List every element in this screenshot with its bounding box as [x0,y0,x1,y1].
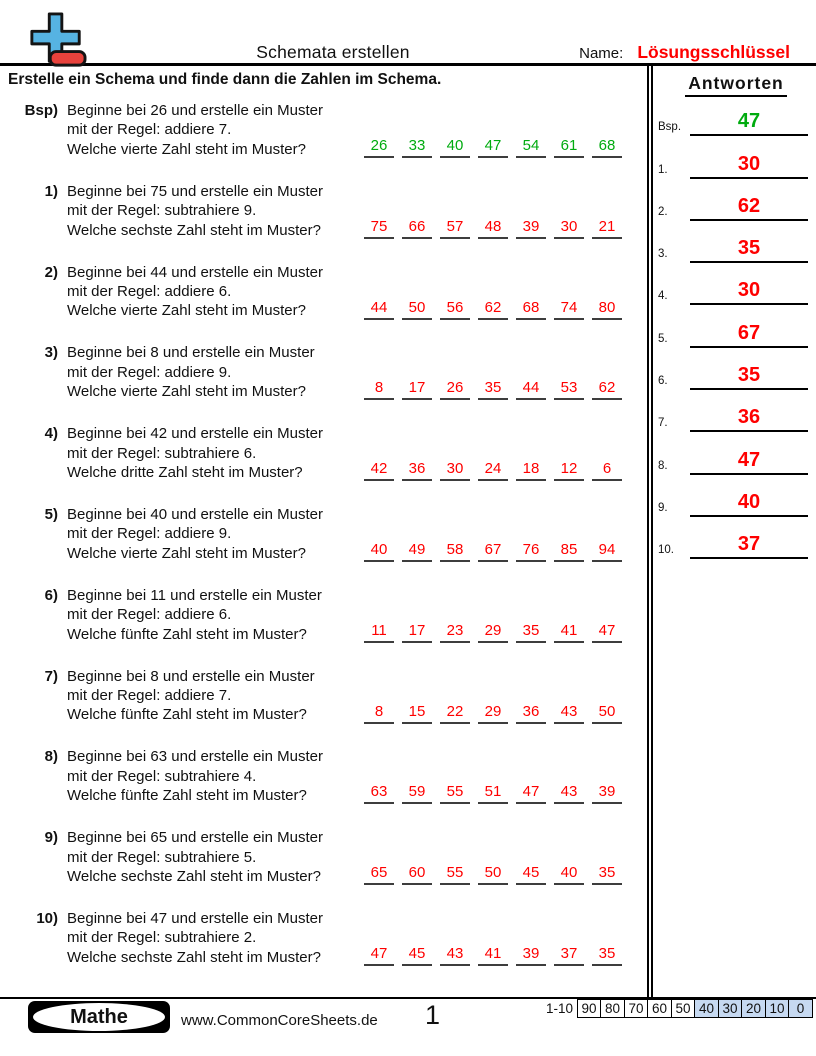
answer-label: 9. [658,501,668,514]
problem-line: Beginne bei 42 und erstelle ein Muster [67,425,323,443]
problem-label: Bsp) [24,102,58,119]
answers-title: Antworten [685,73,787,97]
sequence-number: 43 [554,783,584,804]
answer-value: 47 [690,110,808,136]
sequence-number: 80 [592,299,622,320]
sequence-number: 17 [402,379,432,400]
sequence-number: 41 [554,622,584,643]
answer-value: 62 [690,195,808,221]
problem-row [0,747,648,828]
problem-row [0,909,648,990]
sequence-number: 47 [516,783,546,804]
sequence-number: 39 [592,783,622,804]
sequence-number: 26 [440,379,470,400]
sequence-number: 35 [516,622,546,643]
problem-text [67,343,315,401]
problem-row [0,343,648,424]
subject-label: Mathe [70,1005,128,1028]
sequence [360,945,626,966]
answer-entry [656,394,816,436]
problem-text [67,263,323,321]
problem-label: 4) [44,425,58,443]
sequence-number: 94 [592,541,622,562]
answer-label: 8. [658,459,668,472]
problem-line: Welche sechste Zahl steht im Muster? [67,948,321,966]
answer-entry [656,352,816,394]
answer-entry [656,98,816,140]
score-cell: 50 [671,999,696,1018]
sequence-number: 76 [516,541,546,562]
answer-label: 7. [658,417,668,430]
problem-line: Welche fünfte Zahl steht im Muster? [67,787,307,805]
problem-label: 2) [44,263,58,281]
sequence-number: 59 [402,783,432,804]
problem-row [0,828,648,909]
sequence [360,218,626,239]
sequence-number: 12 [554,460,584,481]
problem-row [0,586,648,667]
problem-line: mit der Regel: subtrahiere 6. [67,444,257,462]
sequence-number: 22 [440,703,470,724]
sequence-number: 50 [592,703,622,724]
sequence-number: 33 [402,137,432,158]
sequence-number: 18 [516,460,546,481]
sequence-number: 17 [402,622,432,643]
sequence [360,541,626,562]
sequence-number: 60 [402,864,432,885]
score-cell: 60 [647,999,672,1018]
problems-list [0,101,648,990]
footer [0,997,816,1056]
problem-line: Welche dritte Zahl steht im Muster? [67,464,303,481]
sequence-number: 62 [478,299,508,320]
problem-text [67,828,323,886]
score-cell: 0 [788,999,813,1018]
sequence-number: 68 [592,137,622,158]
sequence-number: 40 [554,864,584,885]
score-range-label: 1-10 [545,1001,573,1016]
problem-line: mit der Regel: subtrahiere 4. [67,767,257,785]
answer-value: 35 [690,237,808,263]
problem-line: Beginne bei 63 und erstelle ein Muster [67,748,323,766]
answer-label: 2. [658,205,668,218]
header [0,0,816,66]
score-cell: 80 [600,999,625,1018]
problem-text [67,182,323,240]
answer-value: 36 [690,406,808,432]
sequence-number: 36 [516,703,546,724]
sequence-number: 35 [592,864,622,885]
answers-panel [656,66,816,563]
sequence-number: 29 [478,703,508,724]
page-number: 1 [425,1000,441,1030]
problem-text [67,424,323,482]
answer-entry [656,183,816,225]
problem-line: mit der Regel: addiere 7. [67,121,232,139]
sequence-number: 43 [554,703,584,724]
problem-line: mit der Regel: addiere 9. [67,525,232,543]
answer-entry [656,521,816,563]
problem-line: mit der Regel: addiere 9. [67,363,232,381]
answer-label: 4. [658,290,668,303]
answers-title-wrap [656,73,816,97]
problem-line: Beginne bei 65 und erstelle ein Muster [67,829,323,847]
sequence-number: 37 [554,945,584,966]
problem-line: Beginne bei 26 und erstelle ein Muster [67,102,323,119]
problem-text [67,101,323,159]
sequence-number: 39 [516,945,546,966]
sequence-number: 47 [364,945,394,966]
sequence-number: 48 [478,218,508,239]
score-cell: 20 [741,999,766,1018]
sequence-number: 21 [592,218,622,239]
sequence-number: 44 [364,299,394,320]
sequence-number: 58 [440,541,470,562]
sequence-number: 65 [364,864,394,885]
sequence-number: 67 [478,541,508,562]
answer-value: 67 [690,322,808,348]
score-cell: 10 [765,999,790,1018]
sequence-number: 57 [440,218,470,239]
problem-line: Beginne bei 11 und erstelle ein Muster [67,586,322,604]
sequence [360,783,626,804]
problem-line: mit der Regel: subtrahiere 9. [67,202,257,220]
sequence-number: 49 [402,541,432,562]
answer-entry [656,309,816,351]
sequence-number: 54 [516,137,546,158]
answer-value: 35 [690,364,808,390]
sequence [360,379,626,400]
score-cell: 30 [718,999,743,1018]
sequence-number: 51 [478,783,508,804]
answer-value: 40 [690,491,808,517]
problem-label: 5) [44,505,58,523]
problem-line: mit der Regel: addiere 6. [67,606,232,624]
page-title: Schemata erstellen [256,42,410,62]
sequence-number: 6 [592,460,622,481]
sequence-number: 36 [402,460,432,481]
sequence-number: 56 [440,299,470,320]
sequence-number: 29 [478,622,508,643]
sequence-number: 63 [364,783,394,804]
sequence-number: 50 [478,864,508,885]
problem-label: 6) [44,586,58,604]
sequence-number: 44 [516,379,546,400]
answer-label: 6. [658,375,668,388]
problem-label: 8) [44,748,58,766]
problem-row [0,182,648,263]
sequence [360,137,626,158]
problem-line: Welche vierte Zahl steht im Muster? [67,140,306,158]
name-row [579,42,790,63]
problem-label: 7) [44,667,58,685]
answer-value: 47 [690,449,808,475]
problem-row [0,505,648,586]
problem-label: 3) [44,344,58,362]
sequence-number: 68 [516,299,546,320]
problem-line: Welche vierte Zahl steht im Muster? [67,302,306,320]
problem-label: 1) [44,182,58,200]
problem-label: 10) [36,909,58,927]
score-cells [578,999,813,1018]
answer-entry [656,267,816,309]
sequence-number: 55 [440,864,470,885]
answer-entry [656,479,816,521]
sequence [360,622,626,643]
score-cell: 70 [624,999,649,1018]
problem-line: Beginne bei 47 und erstelle ein Muster [67,909,323,927]
problem-line: mit der Regel: addiere 6. [67,283,232,300]
problem-line: Welche sechste Zahl steht im Muster? [67,221,321,239]
sequence-number: 30 [440,460,470,481]
answer-label: 3. [658,248,668,261]
answer-value: 37 [690,533,808,559]
answer-entry [656,225,816,267]
problem-line: mit der Regel: subtrahiere 2. [67,929,257,947]
problem-line: Beginne bei 44 und erstelle ein Muster [67,263,323,281]
sequence-number: 45 [402,945,432,966]
problem-line: Welche sechste Zahl steht im Muster? [67,867,321,885]
subject-oval [33,1003,165,1031]
sequence-number: 26 [364,137,394,158]
problem-line: Welche vierte Zahl steht im Muster? [67,544,306,562]
sequence-number: 85 [554,541,584,562]
problem-text [67,505,323,563]
website-text: www.CommonCoreSheets.de [181,1012,378,1029]
instruction-text: Erstelle ein Schema und finde dann die Zahlen im Schema. [8,71,442,88]
problem-row [0,667,648,748]
score-cell: 40 [694,999,719,1018]
sequence-number: 47 [592,622,622,643]
sequence [360,460,626,481]
sequence [360,703,626,724]
answer-label: 10. [658,544,674,557]
sequence-number: 50 [402,299,432,320]
name-label: Name: [579,45,624,62]
sequence-number: 41 [478,945,508,966]
problem-text [67,747,323,805]
answer-entry [656,140,816,182]
subject-badge [28,1001,170,1033]
sequence-number: 74 [554,299,584,320]
problem-line: Welche fünfte Zahl steht im Muster? [67,706,307,724]
sequence-number: 55 [440,783,470,804]
problem-line: Beginne bei 8 und erstelle ein Muster [67,344,315,362]
sequence-number: 15 [402,703,432,724]
sequence-number: 43 [440,945,470,966]
sequence-number: 8 [364,379,394,400]
sequence-number: 35 [478,379,508,400]
answers-divider [647,66,653,997]
sequence-number: 39 [516,218,546,239]
sequence-number: 42 [364,460,394,481]
sequence-number: 40 [440,137,470,158]
score-cell: 90 [577,999,602,1018]
answers-list [656,98,816,563]
answer-label: Bsp. [658,121,682,134]
problem-line: mit der Regel: addiere 7. [67,686,232,704]
sequence [360,299,626,320]
sequence-number: 24 [478,460,508,481]
problem-row [0,101,648,182]
sequence [360,864,626,885]
problem-line: Welche vierte Zahl steht im Muster? [67,383,306,401]
sequence-number: 11 [364,622,394,643]
sequence-number: 62 [592,379,622,400]
answer-label: 5. [658,332,668,345]
sequence-number: 61 [554,137,584,158]
sequence-number: 75 [364,218,394,239]
sequence-number: 40 [364,541,394,562]
answer-value: 30 [690,279,808,305]
problem-line: mit der Regel: subtrahiere 5. [67,848,257,866]
problem-text [67,586,322,644]
problem-line: Beginne bei 8 und erstelle ein Muster [67,667,315,685]
sequence-number: 47 [478,137,508,158]
sequence-number: 45 [516,864,546,885]
sequence-number: 66 [402,218,432,239]
sequence-number: 53 [554,379,584,400]
sequence-number: 30 [554,218,584,239]
problem-line: Welche fünfte Zahl steht im Muster? [67,625,307,643]
problem-line: Beginne bei 75 und erstelle ein Muster [67,182,323,200]
answer-label: 1. [658,163,668,176]
problem-text [67,909,323,967]
answer-value: 30 [690,153,808,179]
problem-row [0,263,648,344]
score-table [546,999,813,1018]
problem-label: 9) [44,829,58,847]
sequence-number: 8 [364,703,394,724]
sequence-number: 23 [440,622,470,643]
problem-row [0,424,648,505]
problem-line: Beginne bei 40 und erstelle ein Muster [67,505,323,523]
answer-key-label: Lösungsschlüssel [637,42,790,62]
problem-text [67,667,315,725]
answer-entry [656,436,816,478]
sequence-number: 35 [592,945,622,966]
